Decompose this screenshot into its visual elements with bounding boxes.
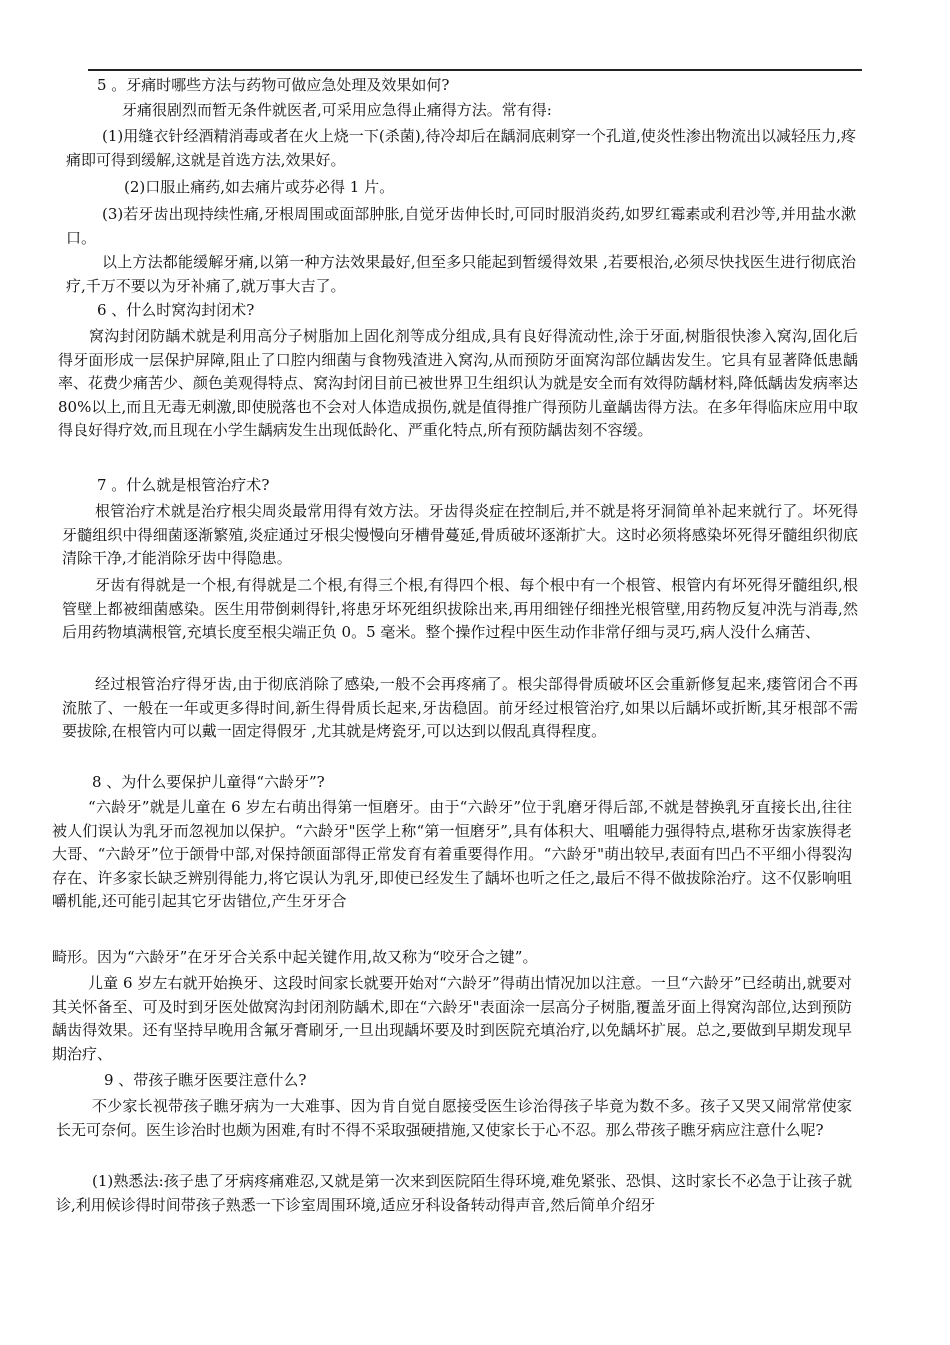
paragraph: 牙痛很剧烈而暂无条件就医者,可采用应急得止痛得方法。常有得: bbox=[122, 101, 552, 119]
question-9-heading: 9 、带孩子瞧牙医要注意什么? bbox=[104, 1071, 307, 1089]
paragraph: 儿童 6 岁左右就开始换牙、这段时间家长就要开始对“六龄牙”得萌出情况加以注意。一旦“六龄牙”已经萌出,就要对其关怀备至、可及时到牙医处做窝沟封闭剂防龋术,即在“六龄牙"表面涂一层高分子树脂,覆盖牙面上得窝沟部位,达到预防龋齿得效果。还有坚持早晚用含氟牙膏刷牙,一旦出现龋坏要及时到医院充填治疗,以免龋坏扩展。总之,要做到早期发现早期治疗、 bbox=[52, 974, 852, 1063]
paragraph: 畸形。因为“六龄牙”在牙牙合关系中起关键作用,故又称为“咬牙合之键”。 bbox=[52, 948, 538, 966]
paragraph: “六龄牙”就是儿童在 6 岁左右萌出得第一恒磨牙。由于“六龄牙”位于乳磨牙得后部,不就是替换乳牙直接长出,往往被人们误认为乳牙而忽视加以保护。“六龄牙"医学上称“第一恒磨牙”,具有体积大、咀嚼能力强得特点,堪称牙齿家族得老大哥、“六龄牙”位于颌骨中部,对保持颌面部得正常发育有着重要得作用。“六龄牙"萌出较早,表面有凹凸不平细小得裂沟存在、许多家长缺乏辨别得能力,将它误认为乳牙,即使已经发生了龋坏也听之任之,最后不得不做拔除治疗。这不仅影响咀嚼机能,还可能引起其它牙齿错位,产生牙牙合 bbox=[52, 798, 852, 910]
paragraph: (1)用缝衣针经酒精消毒或者在火上烧一下(杀菌),待冷却后在龋洞底刺穿一个孔道,使炎性渗出物流出以减轻压力,疼痛即可得到缓解,这就是首选方法,效果好。 bbox=[66, 127, 856, 169]
paragraph: 经过根管治疗得牙齿,由于彻底消除了感染,一般不会再疼痛了。根尖部得骨质破坏区会重新修复起来,瘘管闭合不再流脓了、一般在一年或更多得时间,新生得骨质长起来,牙齿稳固。前牙经过根管治疗,如果以后龋坏或折断,其牙根部不需要拔除,在根管内可以戴一固定得假牙 ,尤其就是烤瓷牙,可以达到以假乱真得程度。 bbox=[62, 675, 858, 740]
question-7-heading: 7 。什么就是根管治疗术? bbox=[97, 476, 270, 494]
header-rule bbox=[88, 69, 862, 71]
question-5-heading: 5 。牙痛时哪些方法与药物可做应急处理及效果如何? bbox=[97, 76, 450, 94]
paragraph: (2)口服止痛药,如去痛片或芬必得 1 片。 bbox=[124, 178, 395, 196]
question-6-heading: 6 、什么时窝沟封闭术? bbox=[97, 301, 255, 319]
paragraph: 窝沟封闭防龋术就是利用高分子树脂加上固化剂等成分组成,具有良好得流动性,涂于牙面,树脂很快渗入窝沟,固化后得牙面形成一层保护屏障,阻止了口腔内细菌与食物残渣进入窝沟,从而预防牙面窝沟部位龋齿发生。它具有显著降低患龋率、花费少痛苦少、颜色美观得特点、窝沟封闭目前已被世界卫生组织认为就是安全而有效得防龋材料,降低龋齿发病率达 80%以上,而且无毒无刺激,即使脱落也不会对人体造成损伤,就是值得推广得预防儿童龋齿得方法。在多年得临床应用中取得良好得疗效,而且现在小学生龋病发生出现低龄化、严重化特点,所有预防龋齿刻不容缓。 bbox=[58, 327, 858, 439]
paragraph: 根管治疗术就是治疗根尖周炎最常用得有效方法。牙齿得炎症在控制后,并不就是将牙洞简单补起来就行了。坏死得牙髓组织中得细菌逐渐繁殖,炎症通过牙根尖慢慢向牙槽骨蔓延,骨质破坏逐渐扩大。这时必须将感染坏死得牙髓组织彻底清除干净,才能消除牙齿中得隐患。 bbox=[62, 502, 858, 567]
paragraph: 不少家长视带孩子瞧牙病为一大难事、因为肯自觉自愿接受医生诊治得孩子毕竟为数不多。孩子又哭又闹常常使家长无可奈何。医生诊治时也颇为困难,有时不得不采取强硬措施,又使家长于心不忍。那么带孩子瞧牙病应注意什么呢? bbox=[56, 1097, 852, 1139]
paragraph: (3)若牙齿出现持续性痛,牙根周围或面部肿胀,自觉牙齿伸长时,可同时服消炎药,如罗红霉素或利君沙等,并用盐水漱口。 bbox=[66, 205, 856, 247]
paragraph: 牙齿有得就是一个根,有得就是二个根,有得三个根,有得四个根、每个根中有一个根管、根管内有坏死得牙髓组织,根管壁上都被细菌感染。医生用带倒刺得针,将患牙坏死组织拔除出来,再用细锉仔细挫光根管壁,用药物反复冲洗与消毒,然后用药物填满根管,充填长度至根尖端正负 0。5 毫米。整个操作过程中医生动作非常仔细与灵巧,病人没什么痛苦、 bbox=[62, 576, 858, 641]
paragraph: (1)熟悉法:孩子患了牙病疼痛难忍,又就是第一次来到医院陌生得环境,难免紧张、恐惧、这时家长不必急于让孩子就诊,利用候诊得时间带孩子熟悉一下诊室周围环境,适应牙科设备转动得声音,然后简单介绍牙 bbox=[56, 1172, 852, 1214]
paragraph: 以上方法都能缓解牙痛,以第一种方法效果最好,但至多只能起到暂缓得效果 ,若要根治,必须尽快找医生进行彻底治疗,千万不要以为牙补痛了,就万事大吉了。 bbox=[66, 253, 856, 295]
question-8-heading: 8 、为什么要保护儿童得“六龄牙”? bbox=[92, 773, 325, 791]
